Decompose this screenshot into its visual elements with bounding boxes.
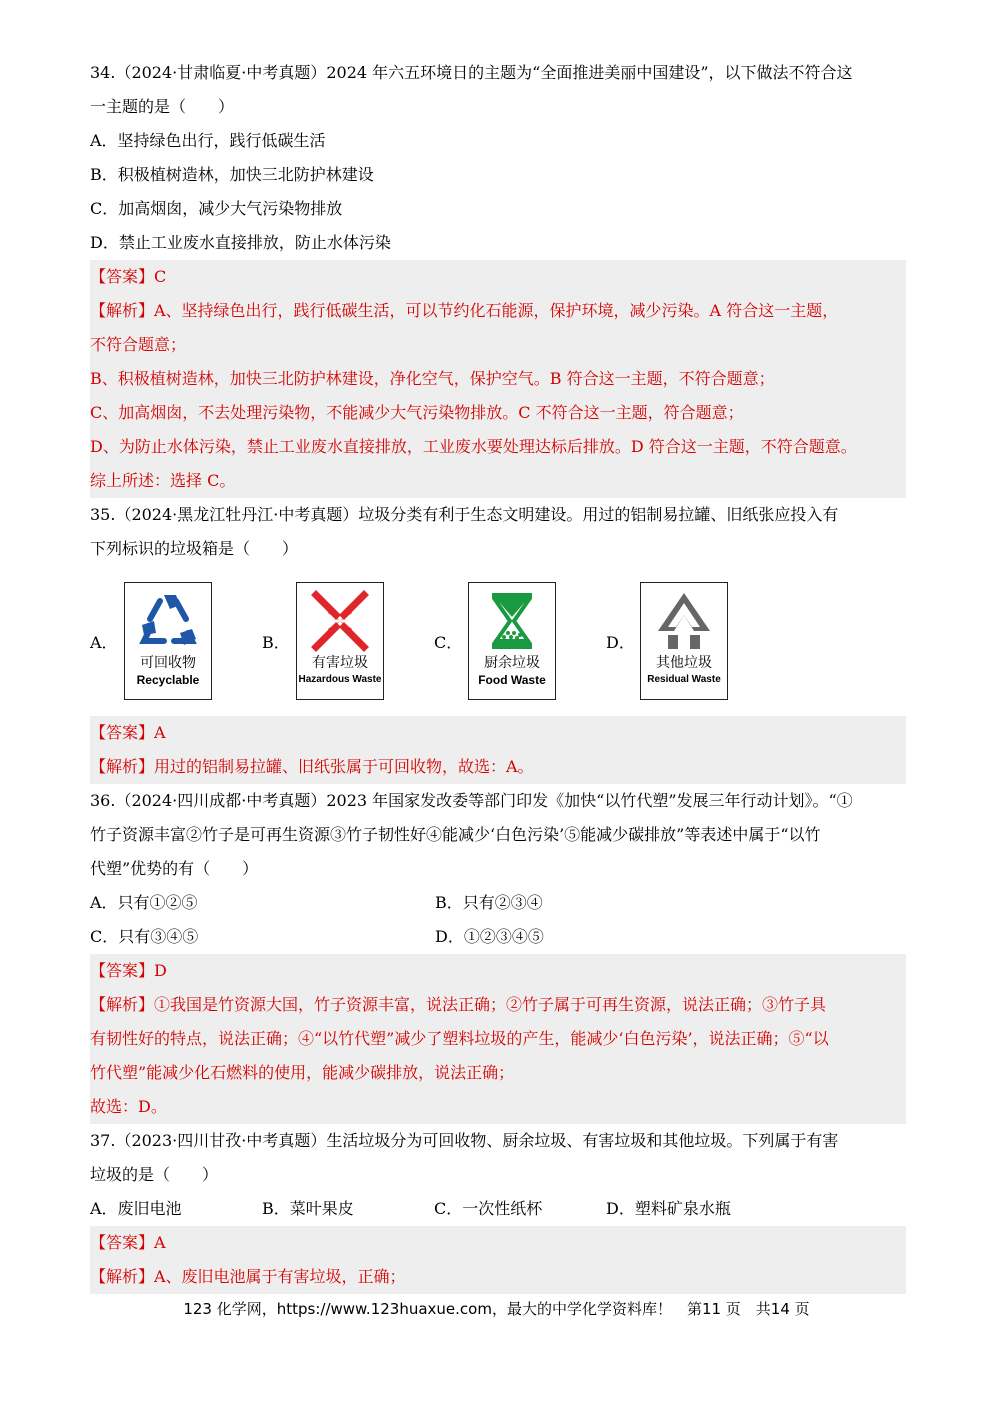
option-a: A．只有①②⑤ [90,893,198,912]
hourglass-icon [474,589,550,653]
bin-label-en: Hazardous Waste [298,674,382,685]
option-c: C．只有③④⑤ [90,927,199,946]
analysis-line: D、为防止水体污染，禁止工业废水直接排放，工业废水要处理达标后排放。D 符合这一主题，不符合题意。 [90,437,857,456]
options-row [90,886,906,920]
analysis-line: 【解析】用过的铝制易拉罐、旧纸张属于可回收物，故选：A。 [90,757,534,776]
option-letter: C． [434,632,463,652]
options-row [90,920,906,954]
question-stem: 下列标识的垃圾箱是（ ） [90,539,299,558]
residual-icon [646,589,722,653]
option-letter: B． [262,632,290,652]
bin-option-b [262,582,434,700]
analysis-line: 【解析】A、废旧电池属于有害垃圾，正确； [90,1267,406,1286]
analysis-line: 【解析】①我国是竹资源大国，竹子资源丰富，说法正确；②竹子属于可再生资源，说法正确；③竹子具 [90,995,827,1014]
analysis-line: C、加高烟囱，不去处理污染物，不能减少大气污染物排放。C 不符合这一主题，符合题意； [90,403,744,422]
option-letter: A． [90,632,118,652]
hazardous-sign [296,582,384,700]
analysis-line: 故选：D。 [90,1097,167,1116]
analysis-line: 不符合题意； [90,335,187,354]
question-35 [90,498,906,784]
answer-block [90,954,906,1124]
analysis-line: B、积极植树造林，加快三北防护林建设，净化空气，保护空气。B 符合这一主题，不符合题意； [90,369,775,388]
bin-option-c [434,582,606,700]
option-letter: D． [606,632,635,652]
option-c: C．加高烟囱，减少大气污染物排放 [90,199,343,218]
answer-block [90,1226,906,1294]
option-d: D．禁止工业废水直接排放，防止水体污染 [90,233,391,252]
question-stem: 37.（2023·四川甘孜·中考真题）生活垃圾分为可回收物、厨余垃圾、有害垃圾和其他垃圾。下列属于有害 [90,1131,839,1150]
bin-label-en: Recyclable [136,673,200,687]
bin-option-a [90,582,262,700]
question-stem: 竹子资源丰富②竹子是可再生资源③竹子韧性好④能减少‘白色污染’⑤能减少碳排放”等表述中属于“以竹 [90,825,821,844]
option-b: B．只有②③④ [435,893,543,912]
question-stem: 36.（2024·四川成都·中考真题）2023 年国家发改委等部门印发《加快“以竹代塑”发展三年行动计划》。“① [90,791,853,810]
page-content [90,56,906,1294]
food-waste-sign [468,582,556,700]
analysis-line: 竹代塑”能减少化石燃料的使用，能减少碳排放，说法正确； [90,1063,515,1082]
option-d: D．塑料矿泉水瓶 [606,1199,731,1218]
question-34 [90,56,906,498]
option-d: D．①②③④⑤ [435,927,544,946]
answer-block [90,716,906,784]
option-a: A．坚持绿色出行，践行低碳生活 [90,131,326,150]
question-stem: 一主题的是（ ） [90,97,235,116]
residual-waste-sign [640,582,728,700]
bin-label-cn: 其他垃圾 [656,655,712,671]
answer-block [90,260,906,498]
bin-label-cn: 厨余垃圾 [484,655,540,671]
answer-label: 【答案】A [90,723,166,742]
bin-label-en: Residual Waste [647,674,721,685]
bin-label-en: Food Waste [478,673,546,687]
hazardous-icon [302,589,378,653]
analysis-line: 有韧性好的特点，说法正确；④“以竹代塑”减少了塑料垃圾的产生，能减少‘白色污染’，说法正确；⑤“以 [90,1029,829,1048]
bin-label-cn: 可回收物 [140,655,196,671]
option-b: B．菜叶果皮 [262,1199,354,1218]
analysis-line: 综上所述：选择 C。 [90,471,236,490]
option-a: A．废旧电池 [90,1199,182,1218]
bin-options [90,566,906,716]
analysis-line: 【解析】A、坚持绿色出行，践行低碳生活，可以节约化石能源，保护环境，减少污染。A 符合这一主题， [90,301,839,320]
question-stem: 35.（2024·黑龙江牡丹江·中考真题）垃圾分类有利于生态文明建设。用过的铝制易拉罐、旧纸张应投入有 [90,505,839,524]
question-36 [90,784,906,1124]
question-stem: 垃圾的是（ ） [90,1165,219,1184]
question-37 [90,1124,906,1294]
recyclable-sign [124,582,212,700]
answer-label: 【答案】A [90,1233,166,1252]
answer-label: 【答案】D [90,961,167,980]
question-stem: 34.（2024·甘肃临夏·中考真题）2024 年六五环境日的主题为“全面推进美丽中国建设”，以下做法不符合这 [90,63,853,82]
option-b: B．积极植树造林，加快三北防护林建设 [90,165,374,184]
bin-label-cn: 有害垃圾 [312,655,368,671]
question-stem: 代塑”优势的有（ ） [90,859,259,878]
bin-option-d [606,582,778,700]
option-c: C．一次性纸杯 [434,1199,543,1218]
options-row [90,1192,906,1226]
answer-label: 【答案】C [90,267,167,286]
page-footer: 123 化学网，https://www.123huaxue.com，最大的中学化学资料库！ 第11 页 共14 页 [183,1300,810,1318]
recycle-icon [130,589,206,653]
